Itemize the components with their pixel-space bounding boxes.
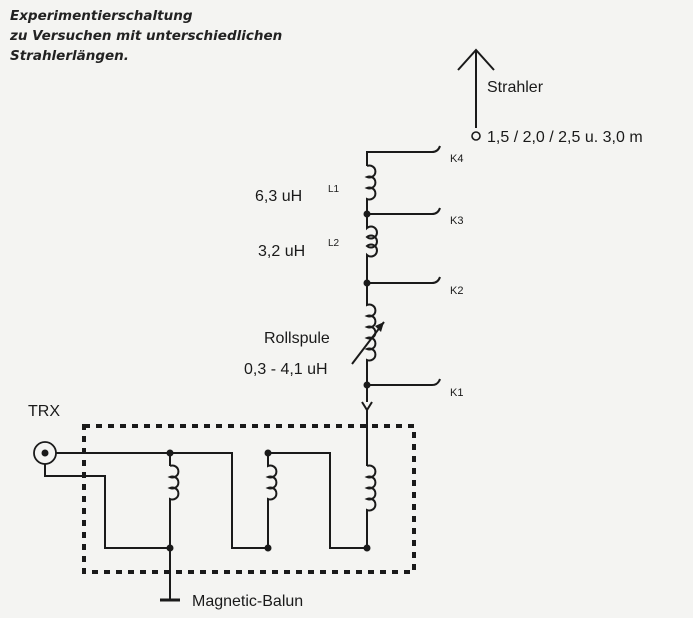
antenna-label: Strahler <box>487 79 544 96</box>
caption-line-3: Strahlerlängen. <box>10 48 129 64</box>
balun-coil-2-icon <box>268 453 276 500</box>
tap-k4-icon <box>432 146 440 152</box>
coil-l1-value: 6,3 uH <box>255 188 303 205</box>
tap-terminals <box>432 146 440 385</box>
caption-line-2: zu Versuchen mit unterschiedlichen <box>10 28 283 44</box>
tap-k3-label: K3 <box>450 215 464 227</box>
caption-line-1: Experimentierschaltung <box>10 8 193 24</box>
coil-l1-icon <box>367 166 375 215</box>
coil-l2-value: 3,2 uH <box>258 243 306 260</box>
roller-coil-range: 0,3 - 4,1 uH <box>244 361 328 378</box>
connector-icon <box>362 402 372 410</box>
tap-k2-icon <box>432 277 440 283</box>
balun-label: Magnetic-Balun <box>192 593 304 610</box>
coil-l2-name: L2 <box>328 238 340 249</box>
inductor-chain <box>352 152 432 426</box>
tap-k1-icon <box>432 379 440 385</box>
coax-connector-icon <box>34 442 56 464</box>
coil-l1-name: L1 <box>328 184 340 195</box>
balun-coil-1-icon <box>170 465 178 548</box>
trx-label: TRX <box>28 403 60 420</box>
antenna-lengths: 1,5 / 2,0 / 2,5 u. 3,0 m <box>487 129 643 146</box>
tap-k2-label: K2 <box>450 285 464 297</box>
roller-coil-label: Rollspule <box>264 330 330 347</box>
balun-coil-3-icon <box>367 465 375 548</box>
tap-k3-icon <box>432 208 440 214</box>
coil-l2-icon <box>367 214 377 283</box>
tap-k4-label: K4 <box>450 153 464 165</box>
tap-k1-label: K1 <box>450 387 464 399</box>
